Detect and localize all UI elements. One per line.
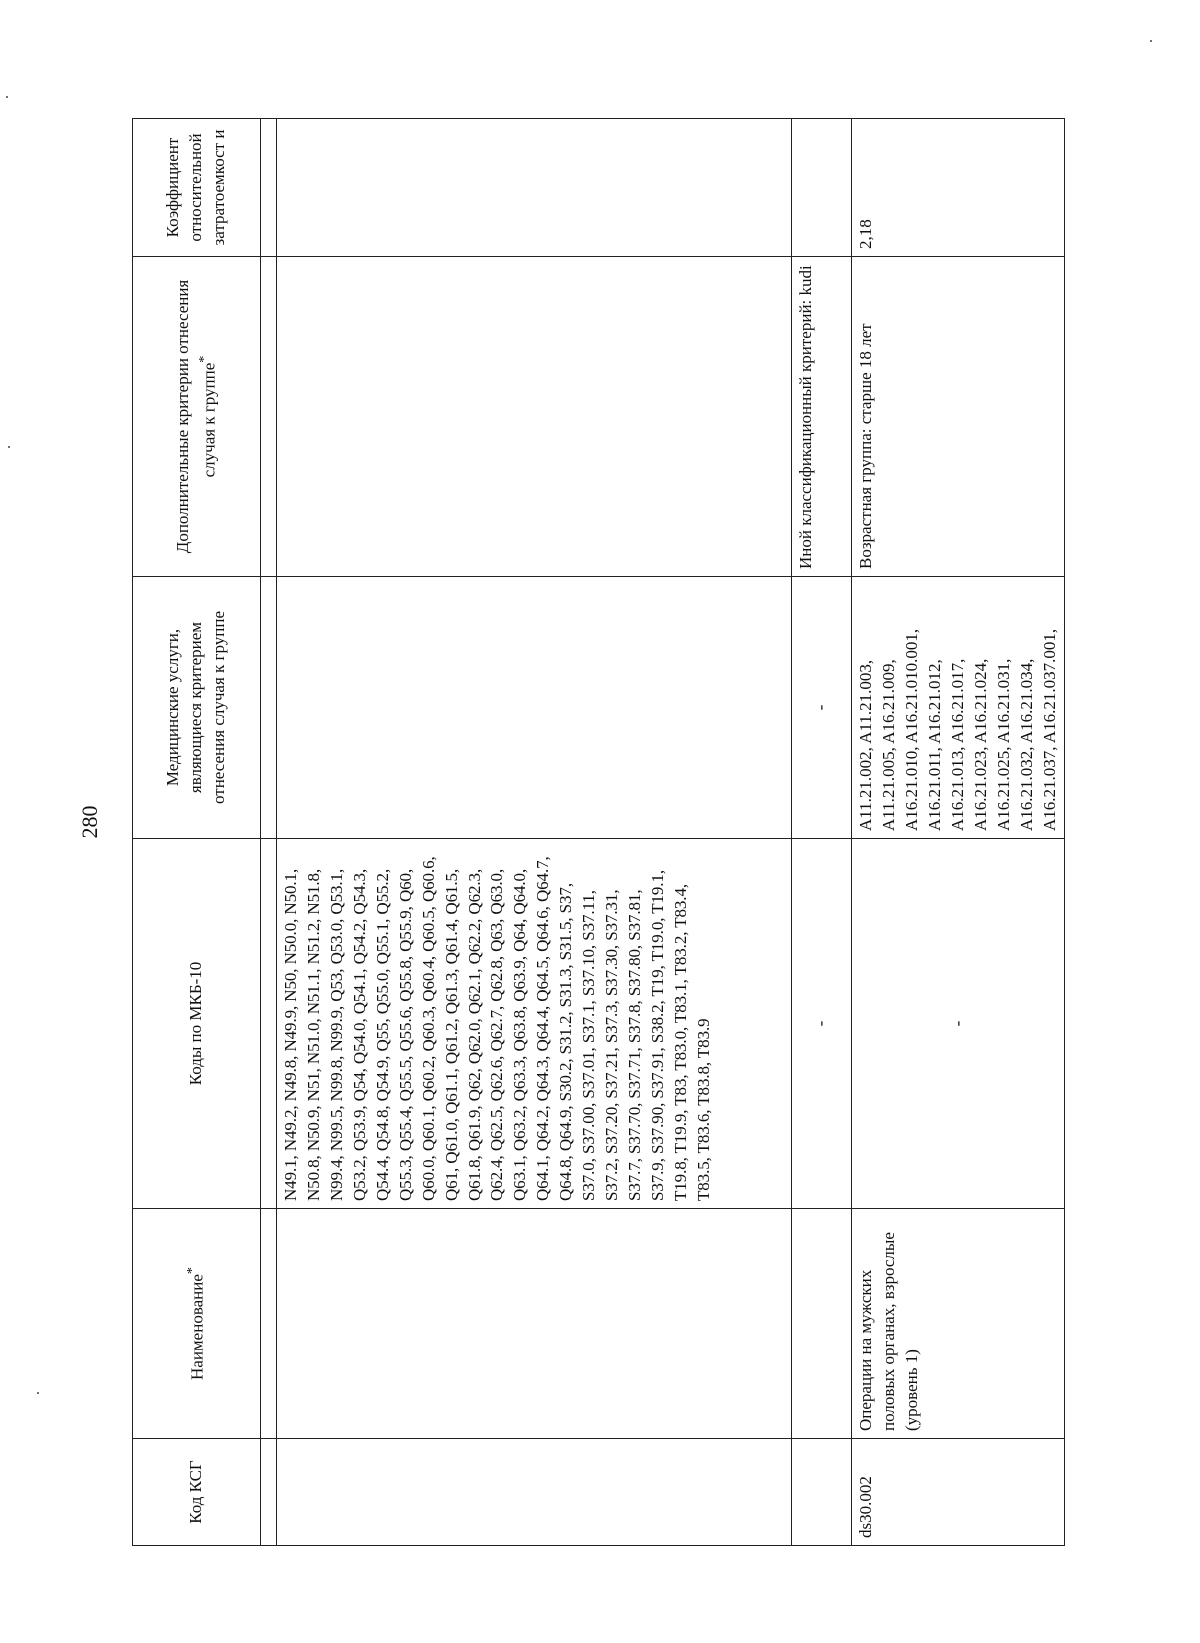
ksg-table [132, 118, 1065, 1546]
scan-speck [1150, 40, 1152, 42]
rotated-table-container [132, 119, 1061, 1546]
table-cell [261, 257, 277, 577]
table-cell [792, 1209, 852, 1439]
header-name-label: Наименование [187, 1274, 207, 1380]
table-row-codes [277, 119, 792, 1546]
page-number: 280 [77, 805, 102, 839]
header-ksg-code: Код КСГ [133, 1439, 261, 1546]
table-cell [792, 119, 852, 257]
table-cell [261, 119, 277, 257]
footnote-mark: * [195, 355, 212, 363]
table-cell [792, 1439, 852, 1546]
header-name [133, 1209, 261, 1439]
mkb-dash-cell: - [852, 839, 1065, 1209]
header-criteria-label: Дополнительные критерии отнесения случая к группе [172, 279, 219, 554]
table-cell [261, 1209, 277, 1439]
criteria-cell: Возрастная группа: старше 18 лет [852, 257, 1065, 577]
mkb-dash-cell: - [792, 839, 852, 1209]
coefficient-cell: 2,18 [852, 119, 1065, 257]
table-cell [261, 577, 277, 839]
footnote-mark: * [184, 1267, 201, 1275]
scan-speck [6, 96, 8, 98]
table-cell [261, 1439, 277, 1546]
table-cell [277, 1439, 792, 1546]
table-cell [261, 839, 277, 1209]
table-row-spacer [261, 119, 277, 1546]
scan-speck [37, 1392, 39, 1394]
table-cell [277, 1209, 792, 1439]
header-mkb-codes: Коды по МКБ-10 [133, 839, 261, 1209]
ksg-name-cell: Операции на мужских половых органах, взрослые (уровень 1) [852, 1209, 1065, 1439]
table-cell [277, 577, 792, 839]
table-row-ds30002 [852, 119, 1065, 1546]
header-criteria [133, 257, 261, 577]
header-coefficient: Коэффициент относительной затратоемкост и [133, 119, 261, 257]
criteria-kudi-cell: Иной классификационный критерий: kudi [792, 257, 852, 577]
table-row-kudi [792, 119, 852, 1546]
header-services: Медицинские услуги, являющиеся критерием отнесения случая к группе [133, 577, 261, 839]
ksg-code-cell: ds30.002 [852, 1439, 1065, 1546]
scan-speck [8, 446, 10, 448]
table-cell [277, 119, 792, 257]
mkb-codes-cell: N49.1, N49.2, N49.8, N49.9, N50, N50.0, N50.1, N50.8, N50.9, N51, N51.0, N51.1, N51.2, N51.8, N99.4, N99.5, N99.8, N99.9, Q53, Q53.0, Q53.1, Q53.2, Q53.9, Q54, Q54.0, Q54.1, Q54.2, Q54.3, Q54.4, Q54.8, Q54.9, Q55, Q55.0, Q55.1, Q55.2, Q55.3, Q55.4, Q55.5, Q55.6, Q55.8, Q55.9, Q60, Q60.0, Q60.1, Q60.2, Q60.3, Q60.4, Q60.5, Q60.6, Q61, Q61.0, Q61.1, Q61.2, Q61.3, Q61.4, Q61.5, Q61.8, Q61.9, Q62, Q62.0, Q62.1, Q62.2, Q62.3, Q62.4, Q62.5, Q62.6, Q62.7, Q62.8, Q63, Q63.0, Q63.1, Q63.2, Q63.3, Q63.8, Q63.9, Q64, Q64.0, Q64.1, Q64.2, Q64.3, Q64.4, Q64.5, Q64.6, Q64.7, Q64.8, Q64.9, S30.2, S31.2, S31.3, S31.5, S37, S37.0, S37.00, S37.01, S37.1, S37.10, S37.11, S37.2, S37.20, S37.21, S37.3, S37.30, S37.31, S37.7, S37.70, S37.71, S37.8, S37.80, S37.81, S37.9, S37.90, S37.91, S38.2, T19, T19.0, T19.1, T19.8, T19.9, T83, T83.0, T83.1, T83.2, T83.4, T83.5, T83.6, T83.8, T83.9 [277, 839, 792, 1209]
services-cell: A11.21.002, A11.21.003, A11.21.005, A16.21.009, A16.21.010, A16.21.010.001, A16.21.011, A16.21.012, A16.21.013, A16.21.017, A16.21.023, A16.21.024, A16.21.025, A16.21.031, A16.21.032, A16.21.034, A16.21.037, A16.21.037.001, [852, 577, 1065, 839]
table-header-row [133, 119, 261, 1546]
services-dash-cell: - [792, 577, 852, 839]
table-cell [277, 257, 792, 577]
